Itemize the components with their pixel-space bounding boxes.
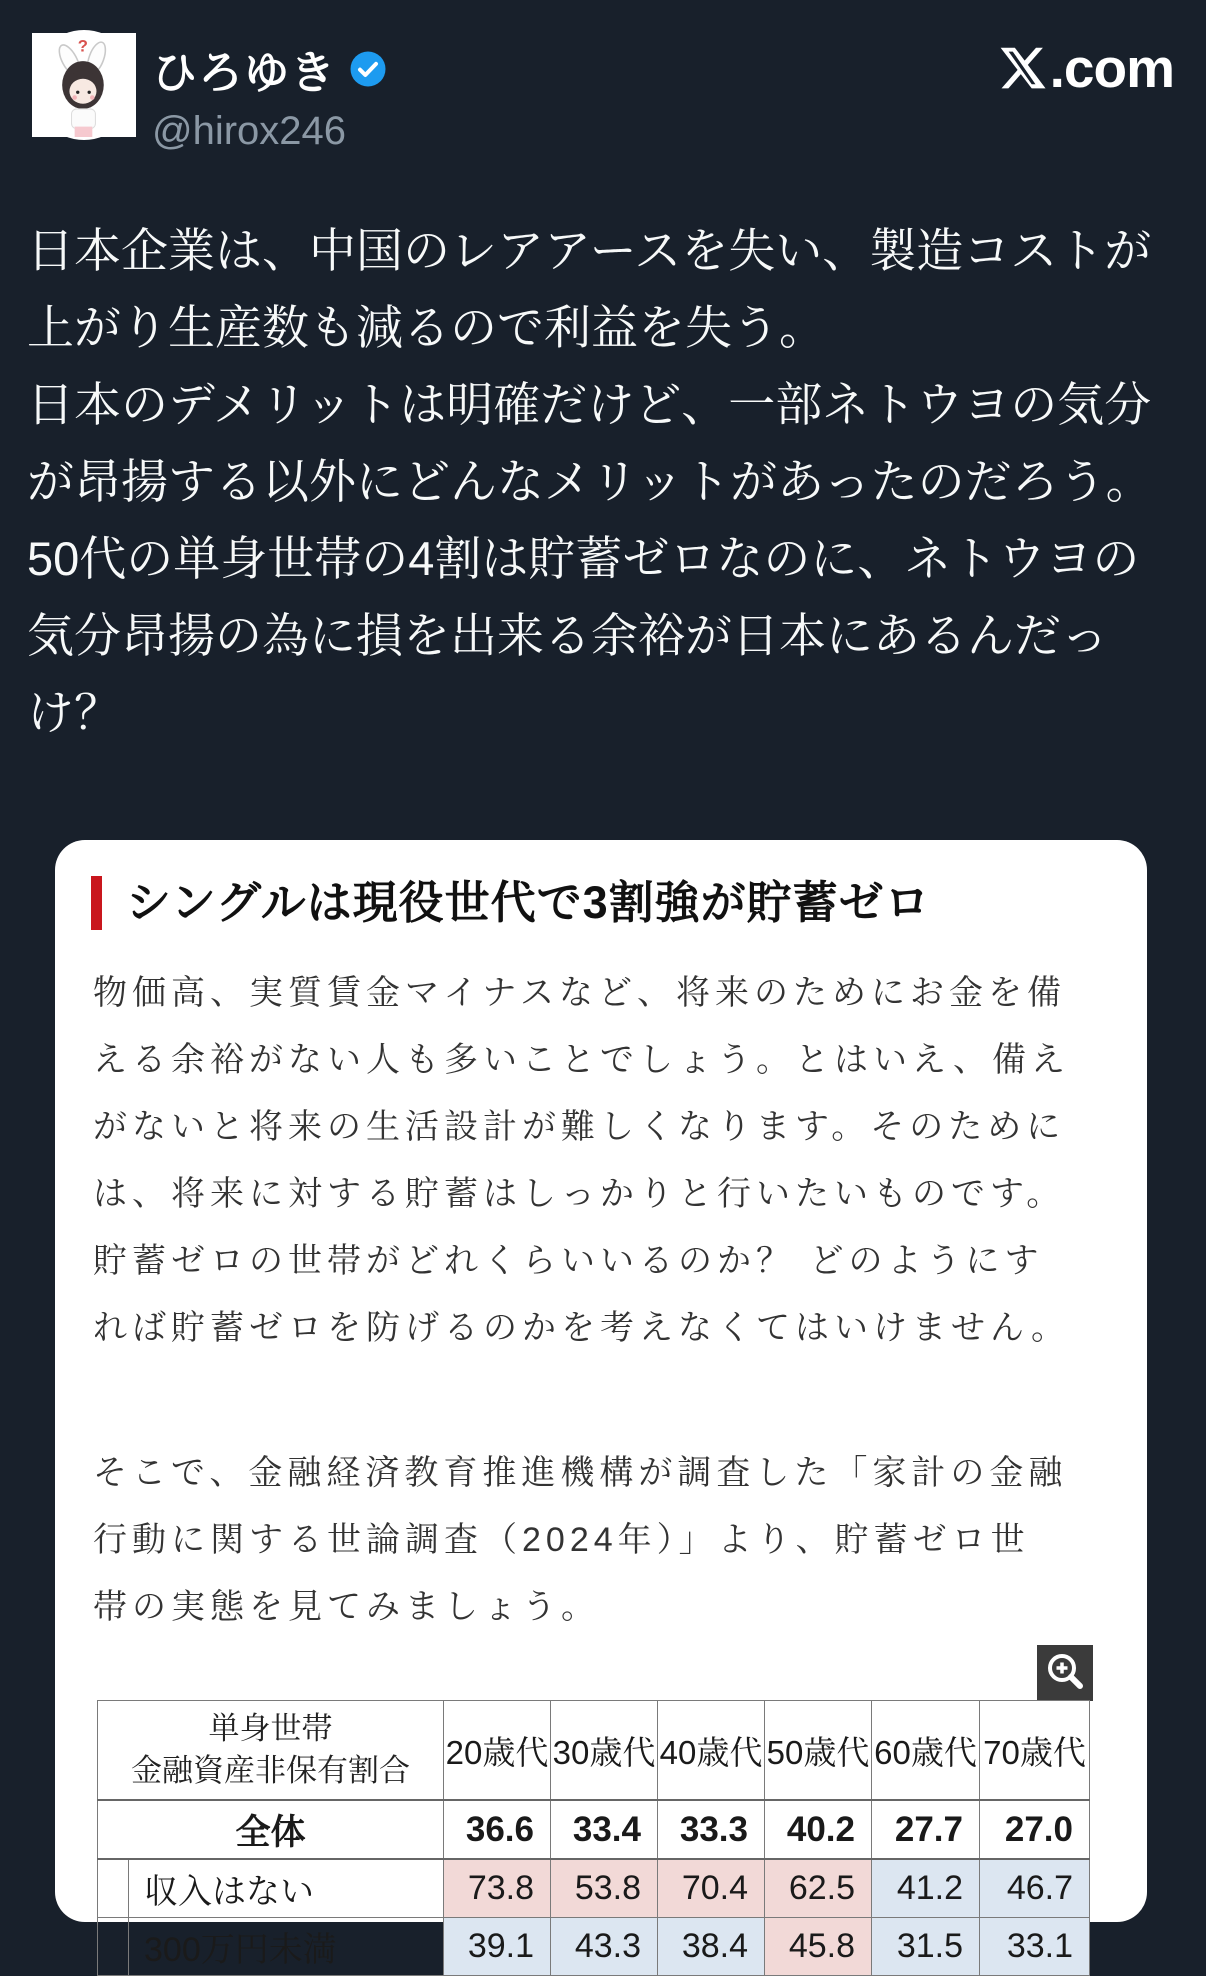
table-column-header: 30歳代 [551,1701,658,1801]
table-row [98,1800,1090,1859]
article-headline-row [91,874,931,932]
magnifier-plus-icon [1037,1645,1093,1701]
tweet-text-line: が昂揚する以外にどんなメリットがあったのだろう。 [27,455,1153,508]
table-value-cell: 38.4 [658,1918,765,1976]
table-corner-header [98,1701,444,1801]
table-value-cell: 40.2 [765,1800,872,1859]
table-value-cell: 33.3 [658,1800,765,1859]
site-suffix-label: .com [1049,37,1174,99]
table-value-cell: 73.8 [444,1859,551,1918]
table-value-cell: 53.8 [551,1859,658,1918]
table-corner-header-line: 金融資産非保有割合 [131,1753,410,1788]
table-value-cell: 62.5 [765,1859,872,1918]
headline-accent-bar [91,876,102,930]
article-text-line: れば貯蓄ゼロを防げるのかを考えなくてはいけません。 [93,1309,1071,1347]
tweet-text-line: 気分昂揚の為に損を出来る余裕が日本にあるんだっ [27,609,1108,662]
table-value-cell: 41.2 [872,1859,980,1918]
table-column-header: 50歳代 [765,1701,872,1801]
article-text-line: 帯の実態を見てみましょう。 [93,1588,600,1626]
article-text-line: そこで、金融経済教育推進機構が調査した「家計の金融 [93,1454,1068,1492]
verified-badge-icon [348,49,388,89]
table-corner-header-line: 単身世帯 [208,1711,333,1746]
article-text-line: 物価高、実質賃金マイナスなど、将来のためにお金を備 [93,974,1066,1012]
tweet-text-line: 日本のデメリットは明確だけど、一部ネトウヨの気分 [27,378,1152,431]
table-row [98,1859,1090,1918]
bunny-ears-character-avatar [32,30,136,140]
tweet-text-line: 日本企業は、中国のレアアースを失い、製造コストが [27,224,1152,277]
profile-header [0,0,1206,160]
table-column-header: 20歳代 [444,1701,551,1801]
table-row [98,1918,1090,1976]
zoom-in-button[interactable] [1037,1645,1093,1701]
table-column-header: 70歳代 [980,1701,1090,1801]
tweet-text-line: 50代の単身世帯の4割は貯蓄ゼロなのに、ネトウヨの [27,532,1140,585]
article-paragraph-1 [93,960,1113,1362]
table-value-cell: 33.4 [551,1800,658,1859]
article-text-line: 行動に関する世論調査（2024年）」より、貯蓄ゼロ世 [93,1521,1030,1559]
tweet-text-line: け？ [27,686,121,739]
avatar[interactable] [32,30,136,140]
tweet-text-line: 上がり生産数も減るので利益を失う。 [27,301,826,354]
table-value-cell: 46.7 [980,1859,1090,1918]
table-row-label: 収入はない [98,1859,444,1918]
table-value-cell: 27.0 [980,1800,1090,1859]
article-text-line: 貯蓄ゼロの世帯がどれくらいいるのか？ どのようにす [93,1242,1044,1280]
table-value-cell: 70.4 [658,1859,765,1918]
x-logo-icon [998,43,1048,93]
display-name[interactable]: ひろゆき [152,47,337,98]
table-column-header: 40歳代 [658,1701,765,1801]
table-value-cell: 39.1 [444,1918,551,1976]
table-value-cell: 27.7 [872,1800,980,1859]
article-text-line: がないと将来の生活設計が難しくなります。そのために [93,1108,1066,1146]
table-value-cell: 36.6 [444,1800,551,1859]
table-row-label: 300万円未満 [98,1918,444,1976]
article-headline: シングルは現役世代で3割強が貯蓄ゼロ [126,877,931,928]
savings-table [97,1700,1089,1976]
table-value-cell: 45.8 [765,1918,872,1976]
question-mark-icon: ? [77,36,88,56]
table-row-label: 全体 [98,1800,444,1859]
site-watermark [998,36,1174,100]
table-header-row [98,1701,1090,1801]
table-value-cell: 33.1 [980,1918,1090,1976]
article-card[interactable] [55,840,1147,1969]
table-value-cell: 43.3 [551,1918,658,1976]
user-handle[interactable]: @hirox246 [152,109,347,153]
table-value-cell: 31.5 [872,1918,980,1976]
article-paragraph-2 [93,1440,1113,1641]
tweet-text [27,212,1187,751]
table-column-header: 60歳代 [872,1701,980,1801]
article-text-line: える余裕がない人も多いことでしょう。とはいえ、備え [93,1041,1071,1079]
article-text-line: は、将来に対する貯蓄はしっかりと行いたいものです。 [93,1175,1066,1213]
